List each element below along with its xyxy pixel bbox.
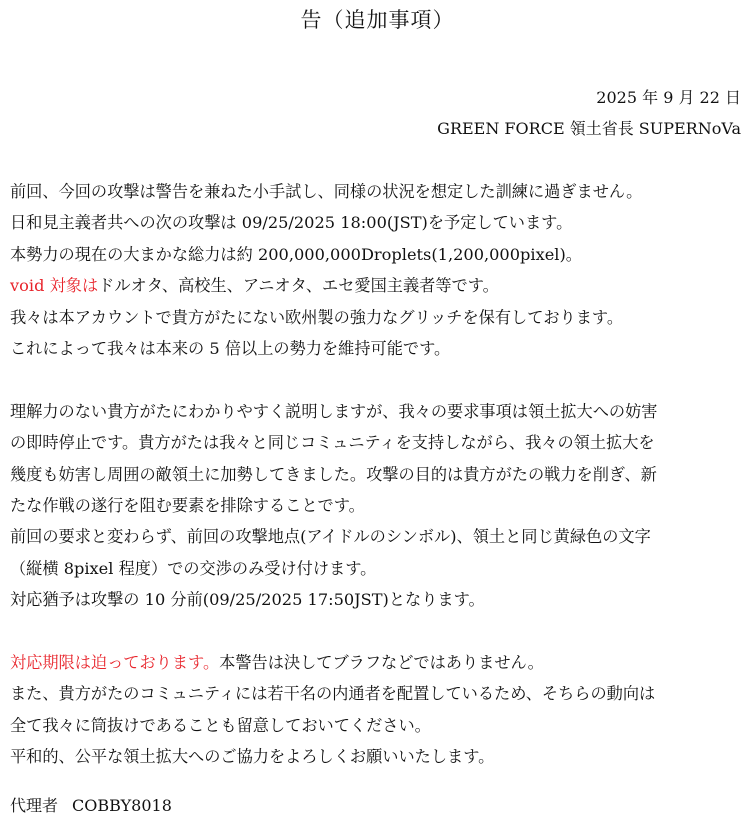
body-line: 日和見主義者共への次の攻撃は 09/25/2025 18:00(JST)を予定しています。: [10, 213, 573, 233]
signature-line: [10, 795, 172, 817]
body-line: 前回、今回の攻撃は警告を兼ねた小手試し、同様の状況を想定した訓練に過ぎません。: [10, 182, 643, 201]
document-title: 告（追加事項）: [300, 8, 455, 32]
target-list: ドルオタ、高校生、アニオタ、エセ愛国主義者等です。: [98, 276, 499, 296]
body-line: これによって我々は本来の 5 倍以上の勢力を維持可能です。: [10, 338, 451, 358]
body-line: 対応猶予は攻撃の 10 分前(09/25/2025 17:50JST)となります。: [10, 590, 485, 610]
paragraph-gap: [10, 615, 748, 646]
deadline-warning: 対応期限は迫っております。: [10, 652, 220, 672]
document-date: 2025 年 9 月 22 日: [596, 88, 741, 107]
body-line: 幾度も妨害し周囲の敵領土に加勢してきました。攻撃の目的は貴方がたの戦力を削ぎ、新: [10, 464, 657, 484]
body-line-deadline: [10, 647, 748, 678]
body-line: たな作戦の遂行を阻む要素を排除することです。: [10, 495, 365, 515]
signature-name: COBBY8018: [72, 796, 172, 815]
body-line: 前回の要求と変わらず、前回の攻撃地点(アイドルのシンボル)、領土と同じ黄緑色の文字: [10, 527, 651, 547]
paragraph-gap: [10, 364, 748, 395]
body-line: （縦横 8pixel 程度）での交渉のみ受け付けます。: [10, 558, 377, 578]
target-label: void 対象は: [10, 276, 99, 296]
body-line: 全て我々に筒抜けであることも留意しておいてください。: [10, 715, 431, 735]
body-line: また、貴方がたのコミュニティには若干名の内通者を配置しているため、そちらの動向は: [10, 684, 656, 704]
body-line: 平和的、公平な領土拡大へのご協力をよろしくお願いいたします。: [10, 747, 495, 767]
body-line: 我々は本アカウントで貴方がたにない欧州製の強力なグリッチを保有しております。: [10, 307, 624, 327]
body-line: の即時停止です。貴方がたは我々と同じコミュニティを支持しながら、我々の領土拡大を: [10, 433, 655, 453]
body-line: 本勢力の現在の大まかな総力は約 200,000,000Droplets(1,200,000pixel)。: [10, 244, 582, 264]
document-body: [10, 176, 748, 772]
body-line: 理解力のない貴方がたにわかりやすく説明しますが、我々の要求事項は領土拡大への妨害: [10, 401, 658, 421]
body-line-targets: [10, 270, 748, 301]
signature-label: 代理者: [10, 796, 59, 815]
warning-text: 本警告は決してブラフなどではありません。: [219, 652, 544, 672]
sender-line: GREEN FORCE 領土省長 SUPERNoVa: [437, 119, 741, 138]
